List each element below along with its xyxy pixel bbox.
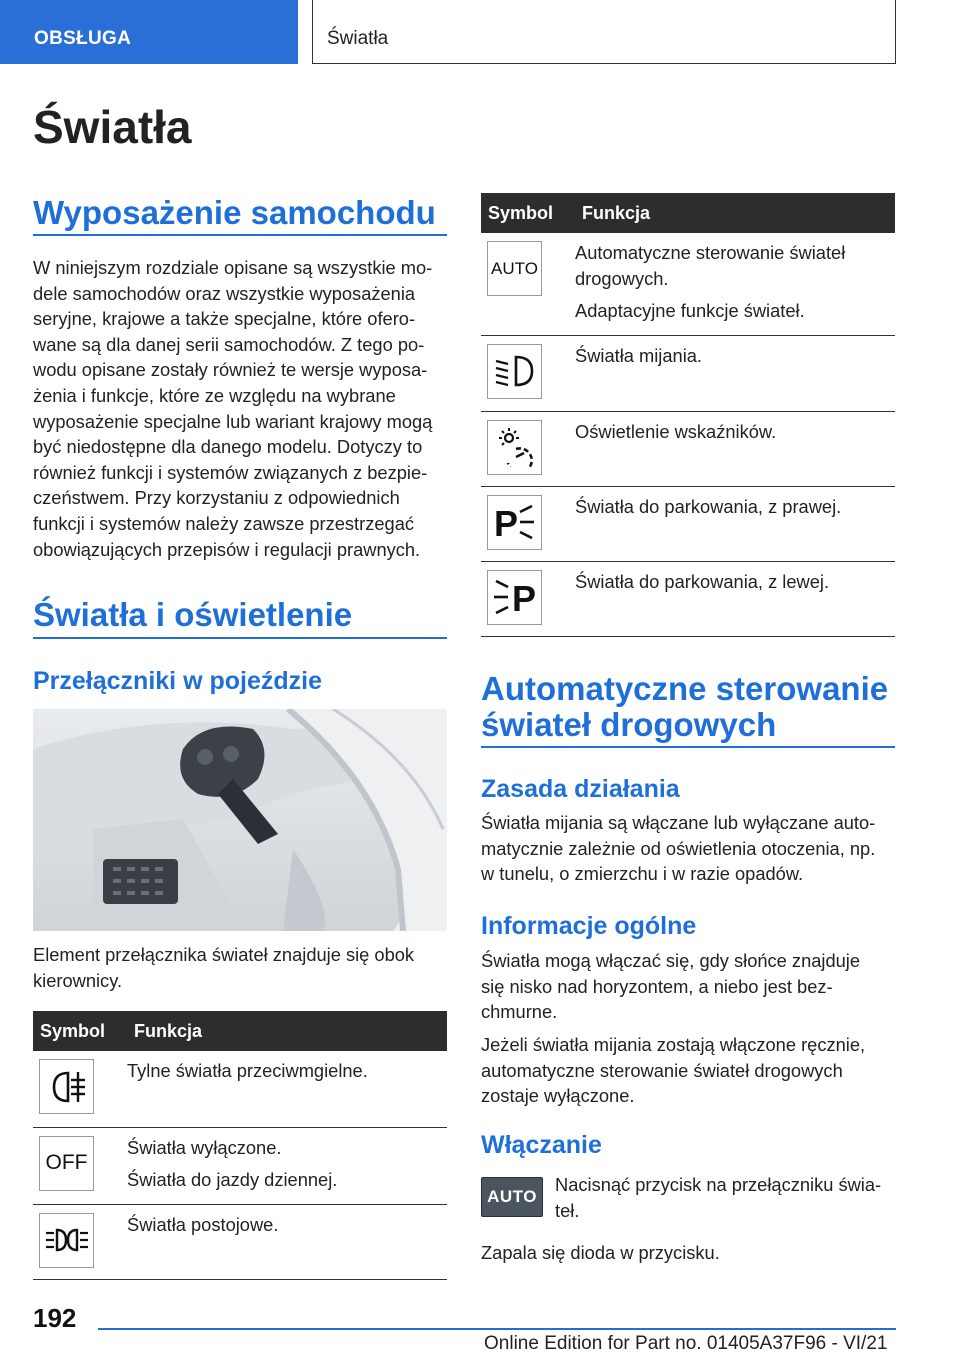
- text-line: żenia i funkcje, które ze względu na wybrane: [33, 384, 396, 406]
- principle-paragraph: [481, 810, 901, 887]
- text-line: dele samochodów oraz wszystkie wyposażenia: [33, 282, 416, 304]
- symbol-cell: [33, 1127, 127, 1204]
- photo-caption: [33, 942, 453, 993]
- symbol-cell: [481, 486, 575, 561]
- symbol-cell: [33, 1204, 127, 1279]
- function-text: Światła do jazdy dziennej.: [127, 1169, 338, 1191]
- text-line: W niniejszym rozdziale opisane są wszystkie mo‐: [33, 257, 433, 278]
- text-line: wyposażenie specjalne lub wariant krajowy mogą: [33, 410, 433, 432]
- column-header-function: Funkcja: [575, 193, 895, 233]
- text-line: Jeżeli światła mijania zostają włączone ręcznie,: [481, 1034, 866, 1055]
- side-lights-icon: [39, 1213, 94, 1268]
- column-header-symbol: Symbol: [33, 1011, 127, 1051]
- heading-general: Informacje ogólne: [481, 912, 697, 940]
- general-paragraph-2: [481, 1032, 901, 1109]
- table-row: [481, 486, 895, 561]
- heading-line: świateł drogowych: [481, 706, 777, 743]
- chapter-label: Światła: [327, 28, 389, 49]
- symbol-cell: [481, 233, 575, 335]
- text-line: Element przełącznika świateł znajduje się obok: [33, 944, 415, 965]
- page-title: Światła: [33, 101, 192, 153]
- section-tab[interactable]: [0, 0, 298, 64]
- text-line: automatyczne sterowanie świateł drogowych: [481, 1059, 843, 1081]
- function-cell: [575, 335, 895, 411]
- function-cell: [575, 411, 895, 486]
- switch-on-result: Zapala się dioda w przycisku.: [481, 1242, 720, 1263]
- equipment-paragraph: [33, 255, 453, 562]
- icon-text: OFF: [45, 1151, 88, 1175]
- symbol-table-left: [33, 1011, 447, 1280]
- section-tab-label: OBSŁUGA: [34, 28, 132, 49]
- text-line: matycznie zależnie od oświetlenia otoczenia, np.: [481, 837, 876, 859]
- symbol-cell: [33, 1051, 127, 1127]
- heading-line: Automatyczne sterowanie: [481, 670, 889, 707]
- function-text: Światła wyłączone.: [127, 1136, 282, 1158]
- function-cell: [575, 233, 895, 335]
- switch-on-instruction: [555, 1172, 900, 1223]
- function-text: Oświetlenie wskaźników.: [575, 420, 777, 442]
- heading-auto-high-beam: [481, 671, 888, 743]
- heading-switches: Przełączniki w pojeździe: [33, 667, 322, 695]
- parking-light-right-icon: [487, 495, 542, 550]
- table-header-row: [33, 1011, 447, 1051]
- column-header-function: Funkcja: [127, 1011, 447, 1051]
- function-text: Adaptacyjne funkcje świateł.: [575, 300, 805, 322]
- general-paragraph-1: [481, 948, 901, 1025]
- off-text-icon: [39, 1136, 94, 1191]
- table-header-row: [481, 193, 895, 233]
- function-cell: [127, 1127, 447, 1204]
- text-line: kierownicy.: [33, 969, 123, 991]
- text-line: wodu opisane zostały również te wersje wyposa‐: [33, 359, 428, 381]
- function-cell: [127, 1051, 447, 1127]
- icon-text: AUTO: [491, 258, 538, 278]
- function-text: Automatyczne sterowanie świateł drogowych.: [575, 242, 846, 289]
- text-line: wane są dla danej serii samochodów. Z tego po‐: [33, 333, 425, 355]
- text-line: w tunelu, o zmierzchu i w razie opadów.: [481, 863, 804, 885]
- text-line: obowiązujących przepisów i regulacji prawnych.: [33, 538, 421, 560]
- auto-button-label: AUTO: [487, 1187, 537, 1206]
- heading-rule: [481, 746, 895, 748]
- rear-fog-light-icon: [39, 1059, 94, 1114]
- footer-rule: [98, 1328, 896, 1330]
- column-header-symbol: Symbol: [481, 193, 575, 233]
- text-line: Światła mijania są włączane lub wyłączane auto‐: [481, 812, 876, 833]
- table-row: [481, 411, 895, 486]
- text-line: Nacisnąć przycisk na przełączniku świa‐: [555, 1174, 882, 1195]
- auto-text-icon: [487, 241, 542, 296]
- function-text: Światła mijania.: [575, 344, 703, 366]
- table-row: [33, 1051, 447, 1127]
- heading-switch-on: Włączanie: [481, 1131, 602, 1159]
- text-line: seryjne, krajowe a także specjalne, które ofero‐: [33, 308, 416, 330]
- symbol-cell: [481, 335, 575, 411]
- text-line: funkcji i systemów należy zawsze przestrzegać: [33, 512, 414, 534]
- heading-principle: Zasada działania: [481, 775, 680, 803]
- function-text: Światła do parkowania, z lewej.: [575, 570, 830, 592]
- text-line: chmurne.: [481, 1001, 558, 1023]
- svg-text:P: P: [493, 503, 518, 543]
- function-cell: [575, 486, 895, 561]
- function-cell: [575, 561, 895, 636]
- text-line: również funkcji i systemów związanych z bezpie‐: [33, 461, 428, 483]
- text-line: teł.: [555, 1199, 580, 1221]
- table-row: [481, 233, 895, 335]
- table-row: [33, 1204, 447, 1279]
- function-text: Światła do parkowania, z prawej.: [575, 495, 842, 517]
- text-line: być niedostępne dla danego modelu. Dotyczy to: [33, 436, 423, 458]
- chapter-header: [312, 0, 896, 64]
- text-line: czeństwem. Przy korzystaniu z odpowiednich: [33, 487, 400, 509]
- auto-button-icon: [481, 1177, 543, 1217]
- svg-text:P: P: [511, 578, 536, 618]
- table-row: [481, 561, 895, 636]
- instrument-lighting-icon: [487, 420, 542, 475]
- symbol-table-right: [481, 193, 895, 637]
- heading-lights: Światła i oświetlenie: [33, 596, 353, 633]
- function-cell: [127, 1204, 447, 1279]
- edition-text: Online Edition for Part no. 01405A37F96 - VI/21: [484, 1333, 888, 1354]
- heading-rule: [33, 234, 447, 236]
- text-line: Światła mogą włączać się, gdy słońce znajduje: [481, 950, 861, 971]
- symbol-cell: [481, 561, 575, 636]
- text-line: zostaje wyłączone.: [481, 1085, 635, 1107]
- function-text: Światła postojowe.: [127, 1213, 279, 1235]
- table-row: [33, 1127, 447, 1204]
- page-number: 192: [33, 1303, 77, 1333]
- table-row: [481, 335, 895, 411]
- heading-equipment: Wyposażenie samochodu: [33, 194, 436, 231]
- low-beam-icon: [487, 344, 542, 399]
- light-switch-photo: [33, 709, 447, 931]
- heading-rule: [33, 637, 447, 639]
- parking-light-left-icon: [487, 570, 542, 625]
- text-line: się nisko nad horyzontem, a niebo jest bez‐: [481, 975, 833, 997]
- symbol-cell: [481, 411, 575, 486]
- function-text: Tylne światła przeciwmgielne.: [127, 1060, 368, 1081]
